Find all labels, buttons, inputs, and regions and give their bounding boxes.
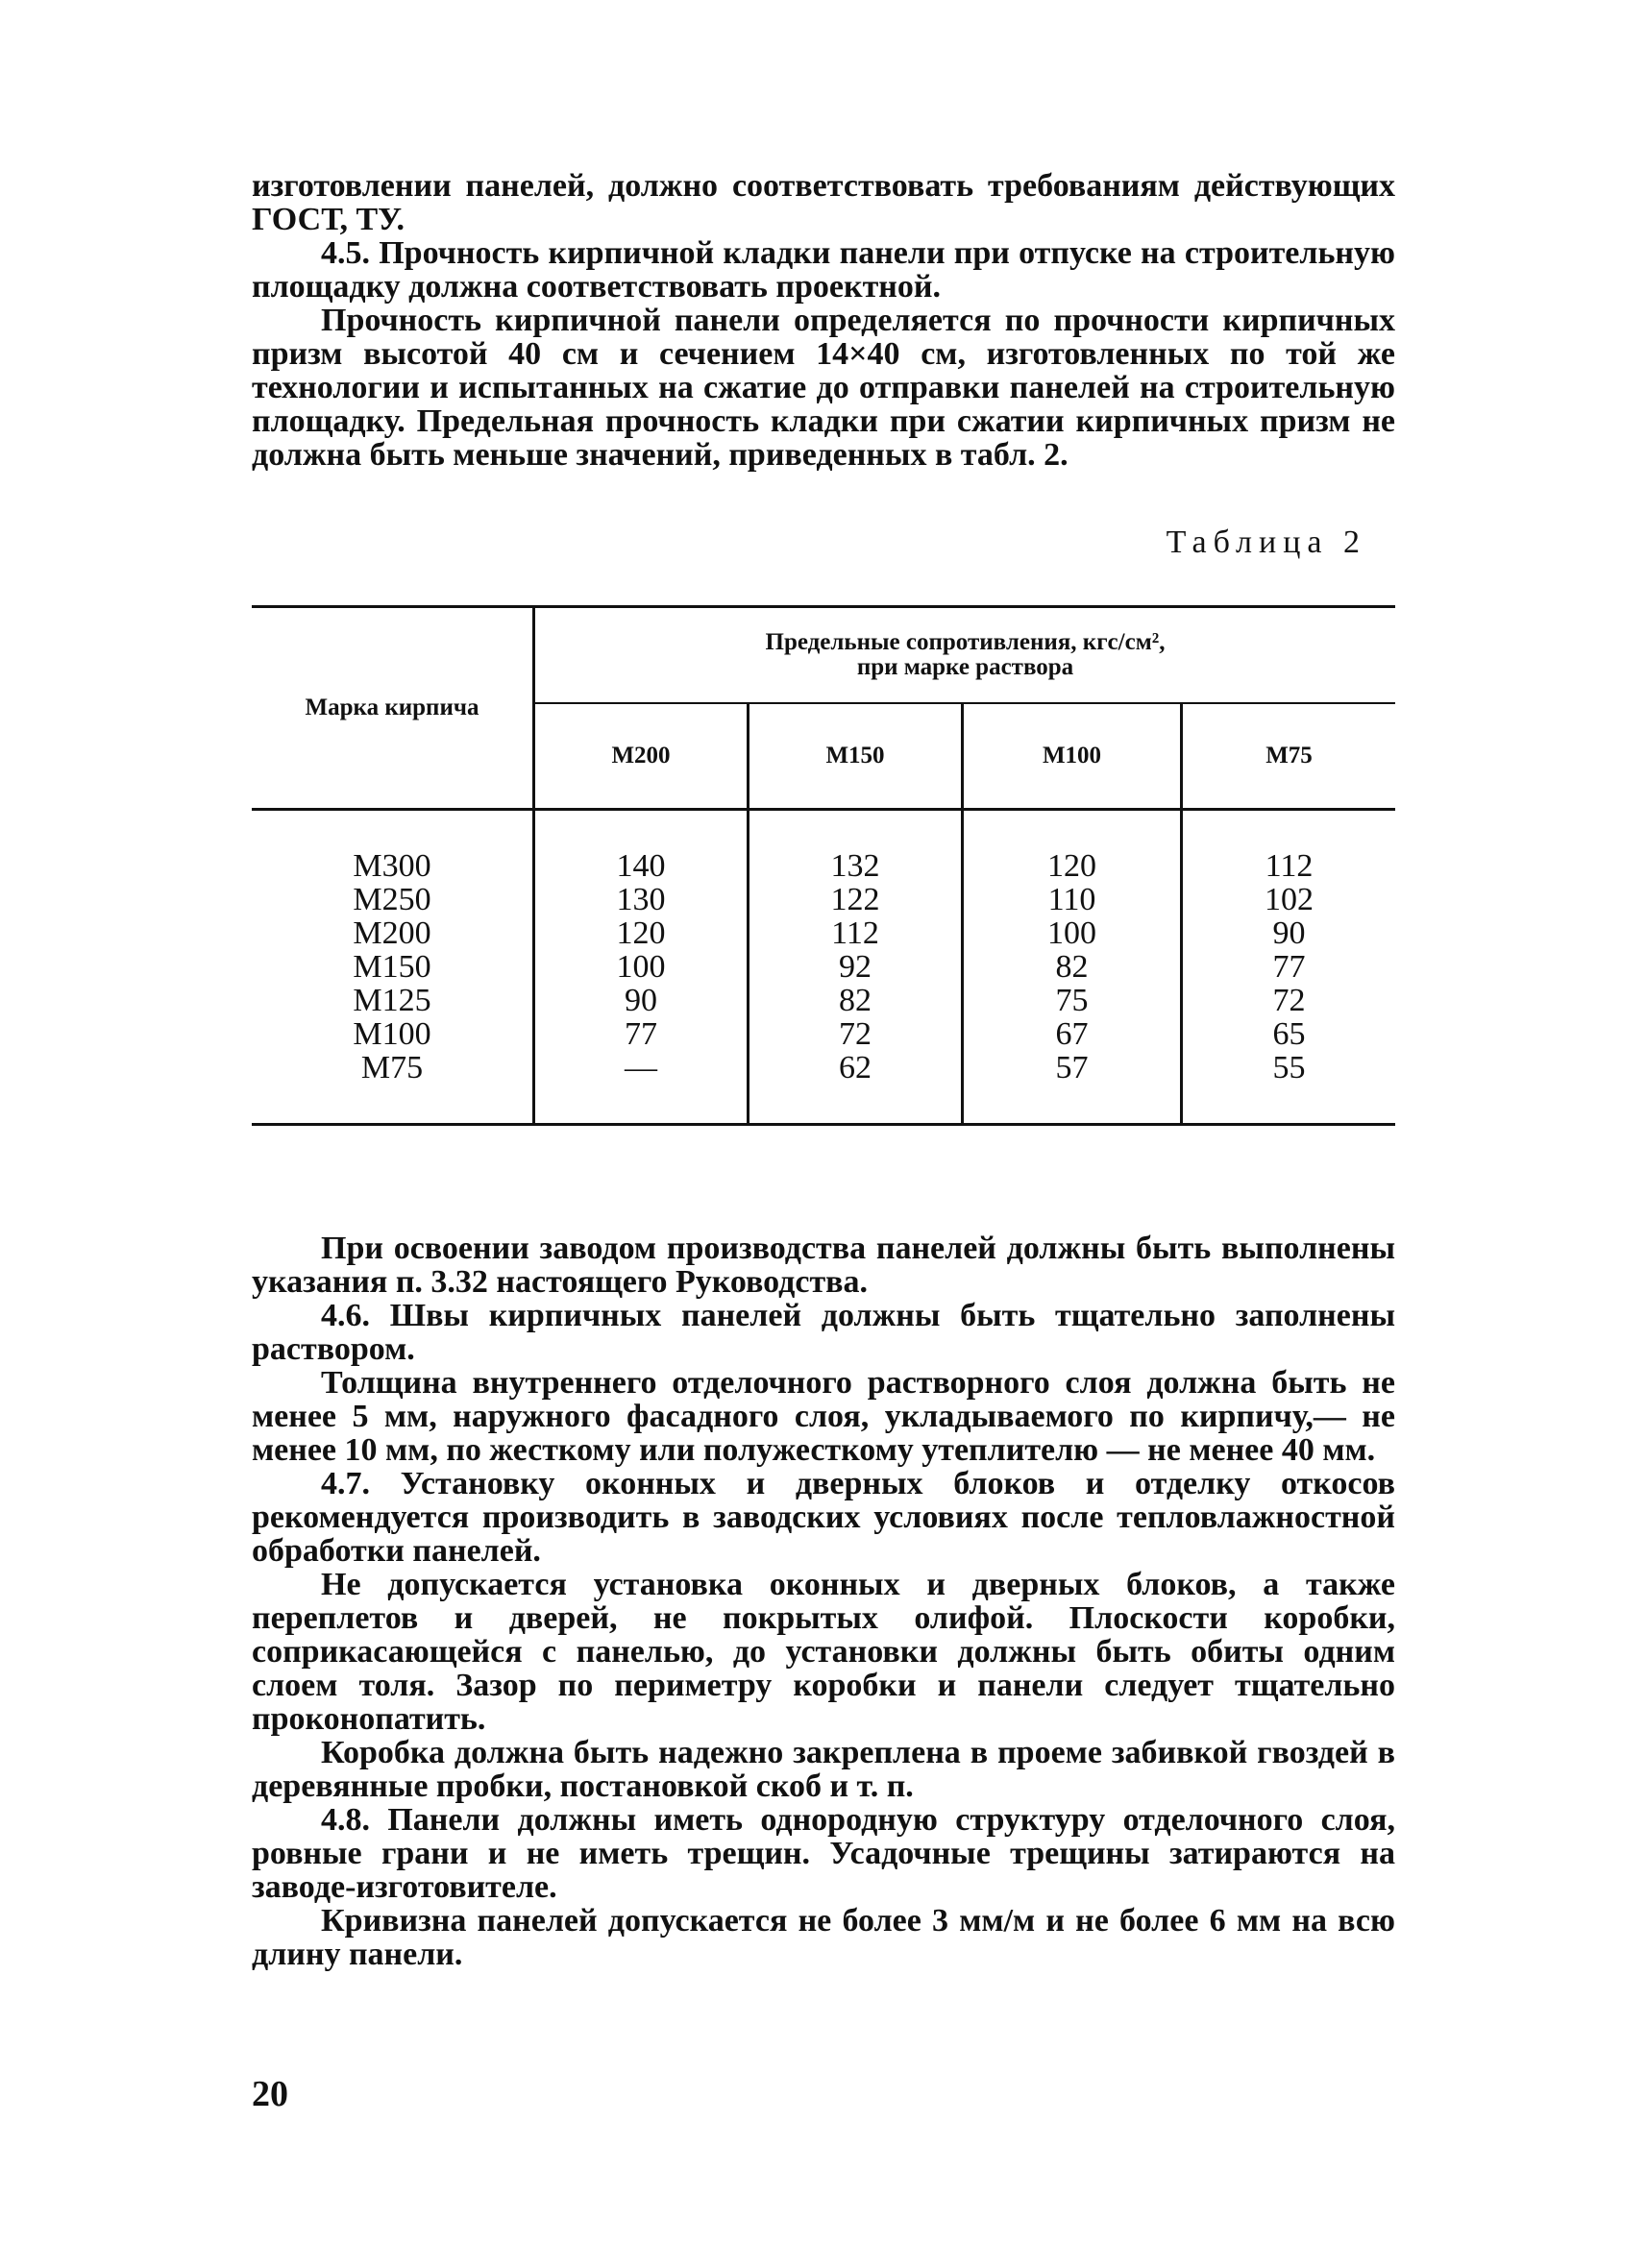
table-cell: 82 xyxy=(839,983,872,1018)
table-cell: 92 xyxy=(839,949,872,985)
brick-grade: М150 xyxy=(353,949,431,985)
values-m75-column xyxy=(1182,810,1396,1125)
table-cell: 77 xyxy=(1272,949,1306,985)
table-cell: 132 xyxy=(830,848,880,884)
paragraph-text: Прочность кирпичной кладки панели при отпуске на строительную площадку должна соответствовать проектной. xyxy=(252,235,1395,305)
table-cell: 130 xyxy=(616,882,666,917)
brick-grade-header: Марка кирпича xyxy=(252,607,534,810)
paragraph-text: Панели должны иметь однородную структуру отделочного слоя, ровные грани и не иметь трещин. Усадочные трещины затираются на заводе-изготовителе. xyxy=(252,1802,1395,1905)
values-m100-column xyxy=(963,810,1182,1125)
table-cell: 120 xyxy=(1047,848,1096,884)
table-body-row xyxy=(252,810,1395,1125)
table-cell: 112 xyxy=(831,915,879,951)
table-cell: 90 xyxy=(1272,915,1306,951)
page-body xyxy=(252,169,1395,1971)
paragraph-text: Коробка должна быть надежно закреплена в проеме забивкой гвоздей в деревянные пробки, постановкой скоб и т. п. xyxy=(252,1735,1395,1804)
table-cell: 65 xyxy=(1272,1016,1306,1052)
page-number: 20 xyxy=(252,2074,288,2114)
brick-grade: М75 xyxy=(360,1050,424,1085)
paragraph-text: Установку оконных и дверных блоков и отделку откосов рекомендуется производить в заводских условиях после тепловлажностной обработки панелей. xyxy=(252,1466,1395,1569)
paragraph-text: Прочность кирпичной панели определяется по прочности кирпичных призм высотой 40 см и сечением 14×40 см, изготовленных по той же технологии и испытанных на сжатие до отправки панелей на строительную площадку. Предельная прочность кладки при сжатии кирпичных призм не должна быть меньше значений, приведенных в табл. 2. xyxy=(252,303,1395,473)
table-cell: 110 xyxy=(1047,882,1096,917)
table-cell: 62 xyxy=(839,1050,872,1085)
table-cell: 122 xyxy=(830,882,880,917)
paragraph-1 xyxy=(252,236,1395,304)
paragraph-7 xyxy=(252,1568,1395,1736)
strength-table xyxy=(252,605,1395,1126)
paragraph-9 xyxy=(252,1803,1395,1904)
paragraph-6 xyxy=(252,1467,1395,1568)
paragraph-number: 4.5. xyxy=(321,235,370,271)
brick-grade-column xyxy=(252,810,534,1125)
paragraph-text: Толщина внутреннего отделочного растворного слоя должна быть не менее 5 мм, наружного фасадного слоя, укладываемого по кирпичу,— не менее 10 мм, по жесткому или полужесткому утеплителю — не менее 40 мм. xyxy=(252,1365,1395,1468)
paragraph-number: 4.6. xyxy=(321,1298,370,1333)
paragraph-text: Не допускается установка оконных и дверных блоков, а также переплетов и дверей, не покрытых олифой. Плоскости коробки, соприкасающейся с панелью, до установки должны быть обиты одним слоем толя. Зазор по периметру коробки и панели следует тщательно проконопатить. xyxy=(252,1567,1395,1737)
top-text xyxy=(252,169,1395,472)
table-cell: 90 xyxy=(625,983,657,1018)
paragraph-10 xyxy=(252,1904,1395,1971)
brick-grade: М250 xyxy=(353,882,431,917)
mortar-grade-m200: М200 xyxy=(534,703,749,810)
paragraph-0 xyxy=(252,169,1395,236)
table-cell: 102 xyxy=(1265,882,1314,917)
paragraph-number: 4.7. xyxy=(321,1466,370,1501)
group-header-line-1: Предельные сопротивления, кгс/см², xyxy=(765,629,1166,655)
paragraph-3 xyxy=(252,1232,1395,1299)
table-cell: 67 xyxy=(1055,1016,1089,1052)
table-cell: 112 xyxy=(1265,848,1314,884)
paragraph-text: изготовлении панелей, должно соответствовать требованиям действующих ГОСТ, ТУ. xyxy=(252,168,1395,237)
table-cell: 100 xyxy=(1047,915,1096,951)
table-cell: — xyxy=(625,1050,657,1085)
resistance-group-header xyxy=(534,607,1396,704)
table-cell: 72 xyxy=(839,1016,872,1052)
table-caption: Таблица 2 xyxy=(1166,524,1366,560)
values-m200-column xyxy=(534,810,749,1125)
values-m150-column xyxy=(749,810,963,1125)
mortar-grade-m100: М100 xyxy=(963,703,1182,810)
table-cell: 140 xyxy=(616,848,666,884)
table-cell: 82 xyxy=(1055,949,1089,985)
paragraph-text: Швы кирпичных панелей должны быть тщательно заполнены раствором. xyxy=(252,1298,1395,1367)
paragraph-5 xyxy=(252,1366,1395,1467)
table-header-row xyxy=(252,607,1395,704)
paragraph-8 xyxy=(252,1736,1395,1803)
table-cell: 75 xyxy=(1055,983,1089,1018)
table-cell: 72 xyxy=(1272,983,1306,1018)
table-cell: 77 xyxy=(625,1016,657,1052)
paragraph-text: При освоении заводом производства панелей должны быть выполнены указания п. 3.32 настоящего Руководства. xyxy=(252,1231,1395,1300)
group-header-line-2: при марке раствора xyxy=(856,654,1074,680)
bottom-text xyxy=(252,1232,1395,1971)
paragraph-2 xyxy=(252,304,1395,472)
table-cell: 55 xyxy=(1272,1050,1306,1085)
paragraph-number: 4.8. xyxy=(321,1802,370,1838)
brick-grade: М200 xyxy=(353,915,431,951)
brick-grade: М300 xyxy=(353,848,431,884)
paragraph-4 xyxy=(252,1299,1395,1366)
mortar-grade-m150: М150 xyxy=(749,703,963,810)
table-cell: 57 xyxy=(1055,1050,1089,1085)
brick-grade: М125 xyxy=(353,983,431,1018)
paragraph-text: Кривизна панелей допускается не более 3 мм/м и не более 6 мм на всю длину панели. xyxy=(252,1903,1395,1972)
mortar-grade-m75: М75 xyxy=(1182,703,1396,810)
table-cell: 100 xyxy=(616,949,666,985)
table-cell: 120 xyxy=(616,915,666,951)
brick-grade: М100 xyxy=(353,1016,431,1052)
